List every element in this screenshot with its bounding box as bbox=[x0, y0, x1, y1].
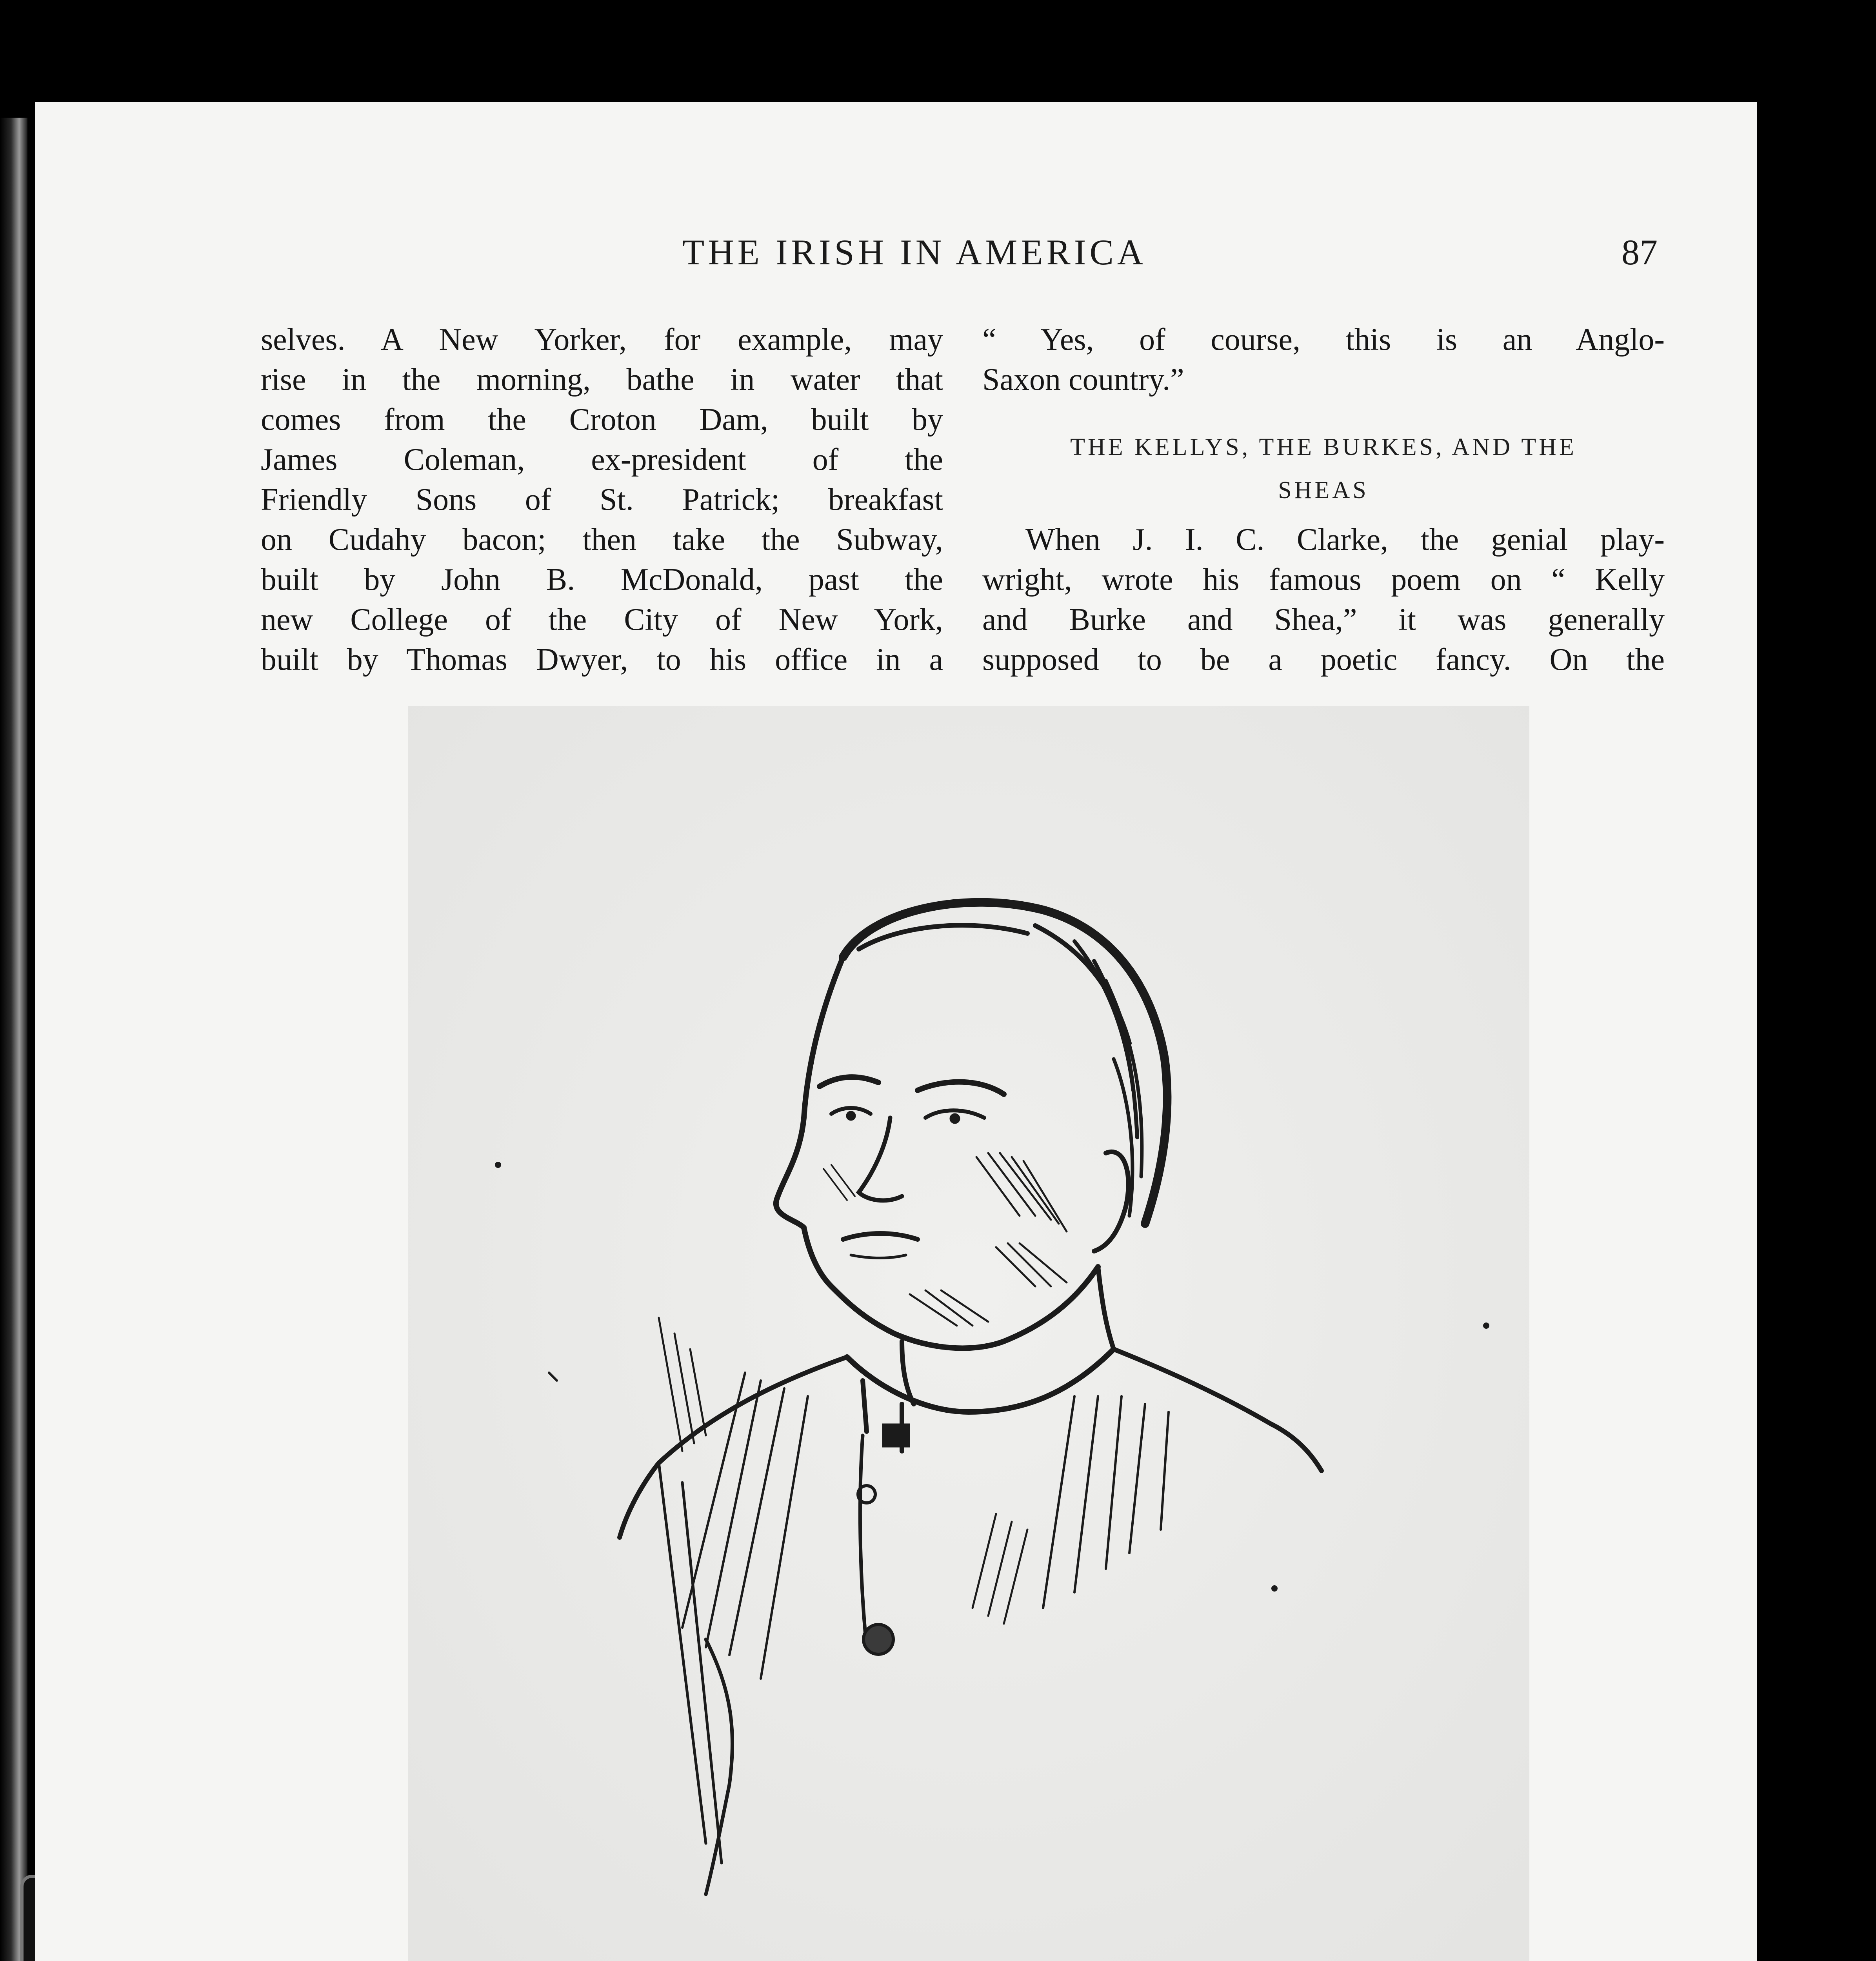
text-line: built by John B. McDonald, past the bbox=[261, 562, 943, 597]
text-line: on Cudahy bacon; then take the Subway, bbox=[261, 522, 943, 557]
column-right-top-body bbox=[982, 520, 1665, 680]
portrait-sketch bbox=[408, 706, 1529, 1961]
text-line: Friendly Sons of St. Patrick; breakfast bbox=[261, 482, 943, 517]
text-line: rise in the morning, bathe in water that bbox=[261, 362, 943, 397]
text-line: built by Thomas Dwyer, to his office in a bbox=[261, 642, 943, 677]
column-left-top bbox=[261, 320, 943, 680]
text-line: James Coleman, ex-president of the bbox=[261, 442, 943, 477]
text-line: comes from the Croton Dam, built by bbox=[261, 402, 943, 437]
text-line: new College of the City of New York, bbox=[261, 602, 943, 637]
text-line: Saxon country.” bbox=[982, 362, 1184, 397]
text-line: wright, wrote his famous poem on “ Kelly bbox=[982, 562, 1665, 597]
page-number: 87 bbox=[1622, 232, 1658, 272]
text-line: When J. I. C. Clarke, the genial play- bbox=[1025, 522, 1665, 557]
text-line: selves. A New Yorker, for example, may bbox=[261, 322, 943, 357]
portrait-illustration bbox=[408, 706, 1529, 1961]
section-heading-line: THE KELLYS, THE BURKES, AND THE bbox=[1070, 434, 1577, 460]
book-binding-edge bbox=[0, 118, 27, 1961]
text-line: “ Yes, of course, this is an Anglo- bbox=[982, 322, 1665, 357]
text-line: and Burke and Shea,” it was generally bbox=[982, 602, 1665, 637]
text-line: supposed to be a poetic fancy. On the bbox=[982, 642, 1665, 677]
column-right-top-intro bbox=[982, 320, 1665, 400]
section-heading-line: SHEAS bbox=[1278, 477, 1369, 504]
section-heading bbox=[982, 426, 1665, 512]
running-title: THE IRISH IN AMERICA bbox=[682, 232, 1147, 272]
